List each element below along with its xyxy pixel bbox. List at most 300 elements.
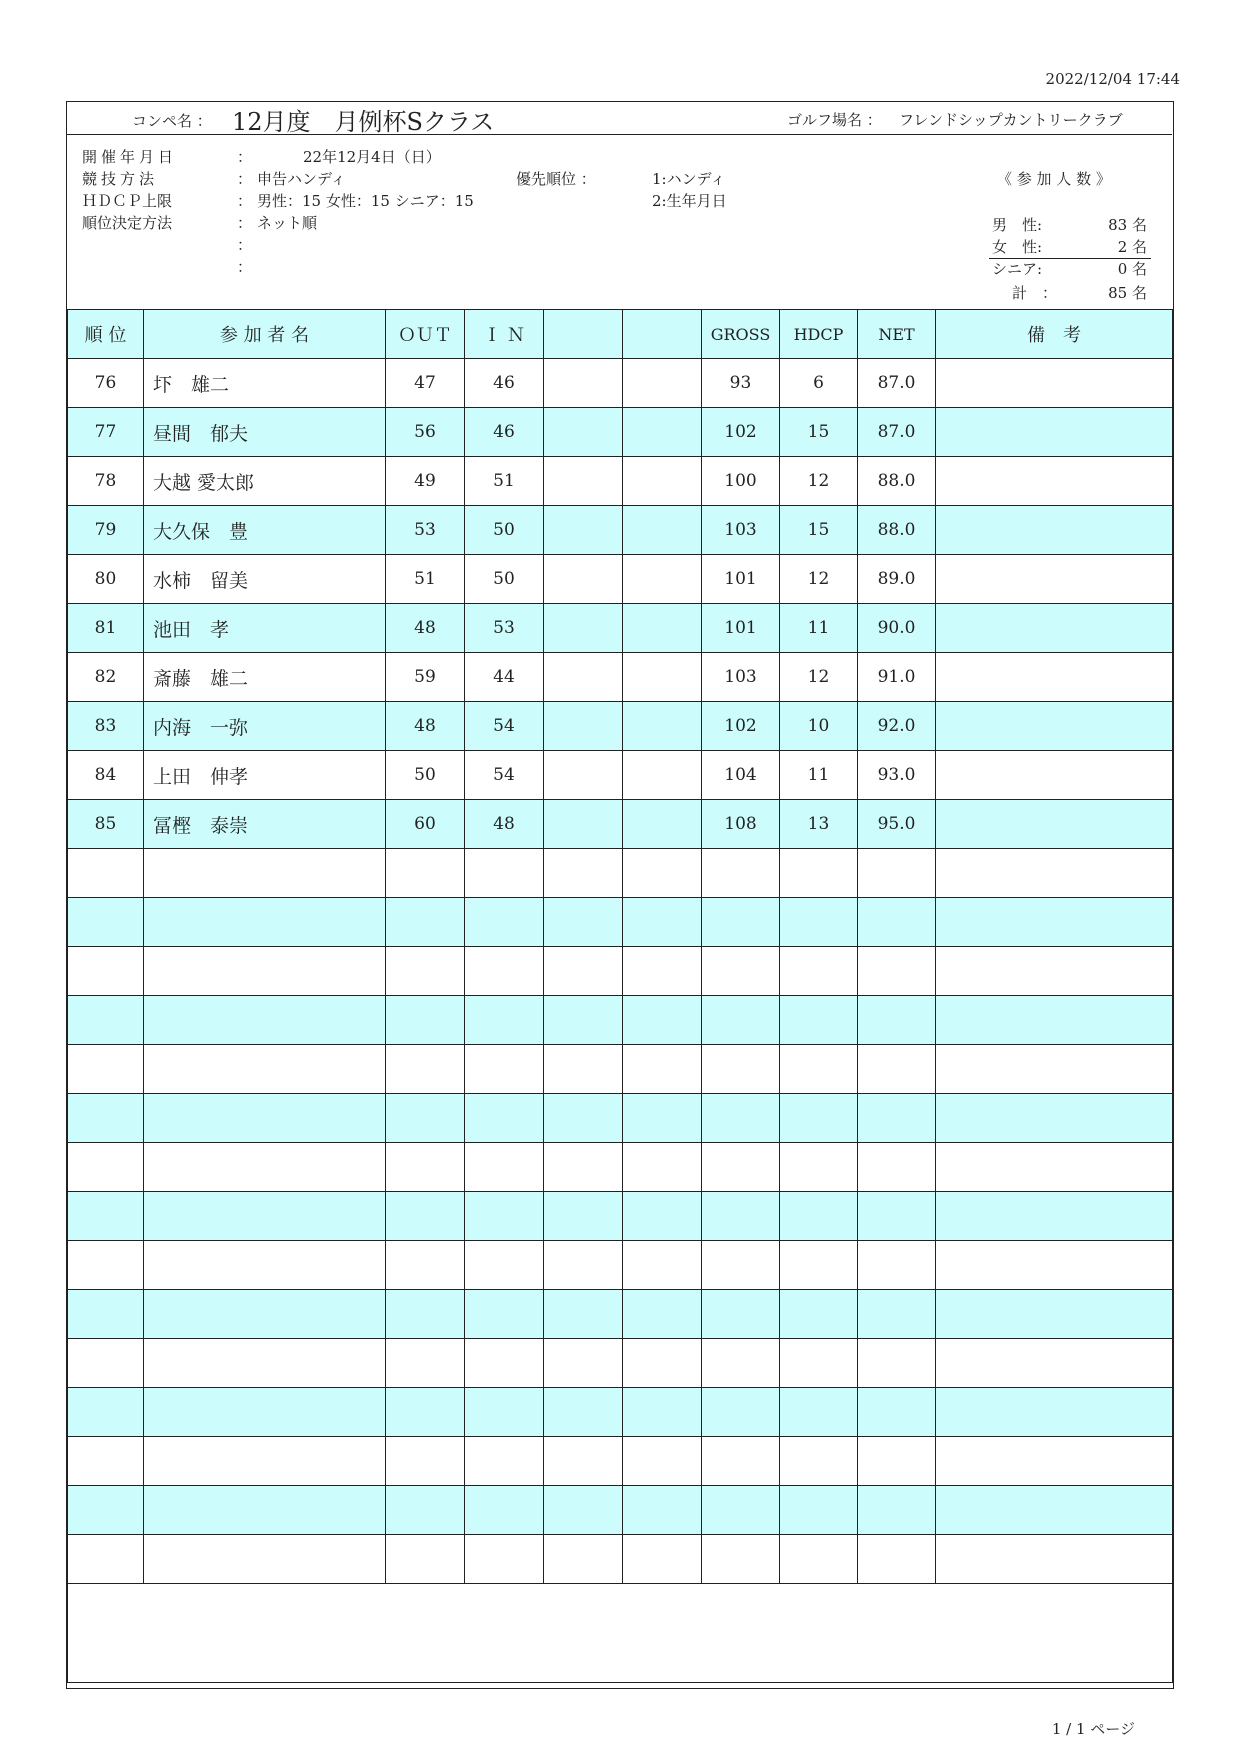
colon: ： bbox=[237, 148, 253, 166]
cell-gross: 102 bbox=[702, 408, 780, 457]
cell-name bbox=[144, 1290, 386, 1339]
cell-empty bbox=[623, 800, 702, 849]
cell-empty bbox=[936, 1094, 1173, 1143]
cell-rank bbox=[68, 1192, 144, 1241]
colon: ： bbox=[237, 192, 253, 210]
title-bar bbox=[67, 102, 1172, 135]
table-row bbox=[68, 1486, 1173, 1535]
cell-out: 50 bbox=[386, 751, 465, 800]
cell-gross bbox=[702, 898, 780, 947]
priority-label: 優先順位 ： bbox=[516, 170, 596, 188]
table-row bbox=[68, 1143, 1173, 1192]
cell-net bbox=[858, 1143, 936, 1192]
cell-in: 54 bbox=[465, 751, 544, 800]
cell-empty bbox=[936, 1486, 1173, 1535]
table-row bbox=[68, 604, 1173, 653]
cell-rank bbox=[68, 947, 144, 996]
table-row bbox=[68, 359, 1173, 408]
cell-gross bbox=[702, 1339, 780, 1388]
cell-empty bbox=[623, 1045, 702, 1094]
total-count: 85 名 bbox=[1108, 284, 1147, 302]
header-gross: GROSS bbox=[702, 310, 780, 359]
cell-empty bbox=[544, 702, 623, 751]
cell-in bbox=[465, 849, 544, 898]
cell-out bbox=[386, 1045, 465, 1094]
cell-gross: 108 bbox=[702, 800, 780, 849]
page-number: 1 / 1 ページ bbox=[1051, 1720, 1135, 1738]
cell-hdcp: 12 bbox=[780, 653, 858, 702]
cell-gross: 102 bbox=[702, 702, 780, 751]
cell-empty bbox=[936, 506, 1173, 555]
cell-empty bbox=[544, 604, 623, 653]
colon: ： bbox=[237, 170, 253, 188]
footer-cell bbox=[68, 1584, 1173, 1683]
cell-hdcp bbox=[780, 1094, 858, 1143]
cell-empty bbox=[936, 555, 1173, 604]
cell-empty bbox=[936, 1290, 1173, 1339]
cell-in bbox=[465, 1437, 544, 1486]
cell-in: 46 bbox=[465, 408, 544, 457]
header-in: Ｉ Ｎ bbox=[465, 310, 544, 359]
rank-method-label: 順位決定方法 bbox=[82, 214, 173, 232]
cell-empty bbox=[936, 1143, 1173, 1192]
cell-gross: 100 bbox=[702, 457, 780, 506]
cell-gross bbox=[702, 1192, 780, 1241]
cell-hdcp: 10 bbox=[780, 702, 858, 751]
cell-empty bbox=[623, 653, 702, 702]
table-row bbox=[68, 1241, 1173, 1290]
cell-empty bbox=[544, 849, 623, 898]
cell-net bbox=[858, 1388, 936, 1437]
cell-net: 95.0 bbox=[858, 800, 936, 849]
table-row bbox=[68, 702, 1173, 751]
cell-empty bbox=[544, 1339, 623, 1388]
cell-out: 47 bbox=[386, 359, 465, 408]
cell-out bbox=[386, 947, 465, 996]
table-header-row bbox=[68, 310, 1173, 359]
golf-course-label: ゴルフ場名 ： bbox=[787, 111, 882, 129]
cell-empty bbox=[544, 1437, 623, 1486]
cell-gross: 101 bbox=[702, 604, 780, 653]
cell-gross bbox=[702, 1535, 780, 1584]
cell-empty bbox=[623, 1535, 702, 1584]
cell-gross: 101 bbox=[702, 555, 780, 604]
table-row bbox=[68, 849, 1173, 898]
priority-1: 1:ハンディ bbox=[652, 170, 726, 188]
colon: ： bbox=[237, 236, 253, 254]
cell-out bbox=[386, 1241, 465, 1290]
header-rank: 順 位 bbox=[68, 310, 144, 359]
table-row bbox=[68, 1339, 1173, 1388]
competition-name: 12月度 月例杯Sクラス bbox=[232, 108, 495, 136]
golf-course-name: フレンドシップカントリークラブ bbox=[899, 111, 1123, 129]
cell-hdcp bbox=[780, 1192, 858, 1241]
cell-hdcp bbox=[780, 1437, 858, 1486]
cell-empty bbox=[936, 1535, 1173, 1584]
table-row bbox=[68, 555, 1173, 604]
cell-in: 48 bbox=[465, 800, 544, 849]
colon: ： bbox=[237, 258, 253, 276]
cell-empty bbox=[936, 1339, 1173, 1388]
cell-rank bbox=[68, 996, 144, 1045]
cell-in bbox=[465, 1045, 544, 1094]
participants-title: 《 参 加 人 数 》 bbox=[997, 170, 1111, 188]
senior-count: 0 名 bbox=[1117, 260, 1147, 278]
cell-empty bbox=[623, 457, 702, 506]
cell-empty bbox=[623, 604, 702, 653]
competition-label: コンペ名 ： bbox=[132, 112, 212, 130]
cell-empty bbox=[936, 1437, 1173, 1486]
cell-out bbox=[386, 849, 465, 898]
cell-name bbox=[144, 898, 386, 947]
date-label: 開催年月日 bbox=[82, 148, 178, 166]
cell-hdcp: 13 bbox=[780, 800, 858, 849]
cell-empty bbox=[936, 653, 1173, 702]
cell-gross bbox=[702, 996, 780, 1045]
cell-name: 圷 雄二 bbox=[144, 359, 386, 408]
cell-name bbox=[144, 1094, 386, 1143]
cell-empty bbox=[544, 653, 623, 702]
cell-net bbox=[858, 996, 936, 1045]
cell-out bbox=[386, 1535, 465, 1584]
cell-name bbox=[144, 1486, 386, 1535]
cell-gross bbox=[702, 1437, 780, 1486]
cell-out: 59 bbox=[386, 653, 465, 702]
table-row bbox=[68, 1094, 1173, 1143]
table-row bbox=[68, 408, 1173, 457]
female-label: 女 性: bbox=[992, 238, 1043, 256]
cell-in bbox=[465, 1094, 544, 1143]
cell-in bbox=[465, 1535, 544, 1584]
header-name: 参 加 者 名 bbox=[144, 310, 386, 359]
cell-name: 昼間 郁夫 bbox=[144, 408, 386, 457]
cell-rank bbox=[68, 1388, 144, 1437]
cell-gross bbox=[702, 1388, 780, 1437]
cell-empty bbox=[544, 1143, 623, 1192]
cell-out: 53 bbox=[386, 506, 465, 555]
cell-empty bbox=[936, 849, 1173, 898]
cell-in: 50 bbox=[465, 506, 544, 555]
cell-hdcp bbox=[780, 947, 858, 996]
cell-empty bbox=[544, 898, 623, 947]
cell-name: 大越 愛太郎 bbox=[144, 457, 386, 506]
cell-name: 大久保 豊 bbox=[144, 506, 386, 555]
cell-hdcp bbox=[780, 1143, 858, 1192]
cell-empty bbox=[936, 751, 1173, 800]
cell-in: 46 bbox=[465, 359, 544, 408]
cell-rank: 82 bbox=[68, 653, 144, 702]
cell-net bbox=[858, 849, 936, 898]
cell-net: 89.0 bbox=[858, 555, 936, 604]
cell-rank bbox=[68, 1486, 144, 1535]
priority-2: 2:生年月日 bbox=[652, 192, 727, 210]
cell-name bbox=[144, 1241, 386, 1290]
cell-net: 88.0 bbox=[858, 506, 936, 555]
male-count: 83 名 bbox=[1108, 216, 1147, 234]
hdcp-limit-label: ＨＤＣＰ上限 bbox=[82, 192, 173, 210]
cell-name: 上田 伸孝 bbox=[144, 751, 386, 800]
cell-empty bbox=[544, 1094, 623, 1143]
cell-empty bbox=[936, 1192, 1173, 1241]
cell-empty bbox=[544, 359, 623, 408]
cell-net: 90.0 bbox=[858, 604, 936, 653]
cell-empty bbox=[544, 800, 623, 849]
cell-hdcp: 12 bbox=[780, 457, 858, 506]
cell-empty bbox=[936, 800, 1173, 849]
cell-in bbox=[465, 1192, 544, 1241]
cell-net bbox=[858, 1339, 936, 1388]
cell-rank bbox=[68, 1290, 144, 1339]
colon: ： bbox=[237, 214, 253, 232]
cell-empty bbox=[936, 1045, 1173, 1094]
table-row bbox=[68, 1535, 1173, 1584]
cell-in: 50 bbox=[465, 555, 544, 604]
cell-gross: 103 bbox=[702, 653, 780, 702]
table-row bbox=[68, 1192, 1173, 1241]
cell-net bbox=[858, 898, 936, 947]
cell-out bbox=[386, 1339, 465, 1388]
cell-net: 93.0 bbox=[858, 751, 936, 800]
cell-empty bbox=[623, 506, 702, 555]
female-count: 2 名 bbox=[1117, 238, 1147, 256]
cell-empty bbox=[623, 1486, 702, 1535]
cell-empty bbox=[936, 702, 1173, 751]
cell-net: 87.0 bbox=[858, 408, 936, 457]
cell-net: 91.0 bbox=[858, 653, 936, 702]
cell-in bbox=[465, 947, 544, 996]
cell-in bbox=[465, 1339, 544, 1388]
cell-empty bbox=[623, 359, 702, 408]
table-row bbox=[68, 1290, 1173, 1339]
cell-hdcp: 15 bbox=[780, 506, 858, 555]
header-notes: 備 考 bbox=[936, 310, 1173, 359]
method-label: 競技方法 bbox=[82, 170, 159, 188]
male-label: 男 性: bbox=[992, 216, 1043, 234]
table-row bbox=[68, 898, 1173, 947]
cell-out bbox=[386, 1192, 465, 1241]
cell-empty bbox=[544, 457, 623, 506]
results-sheet bbox=[66, 101, 1174, 1689]
cell-out bbox=[386, 1290, 465, 1339]
cell-rank bbox=[68, 1045, 144, 1094]
senior-label: シニア: bbox=[992, 260, 1043, 278]
header-net: NET bbox=[858, 310, 936, 359]
cell-hdcp bbox=[780, 898, 858, 947]
cell-name: 冨樫 泰崇 bbox=[144, 800, 386, 849]
cell-in bbox=[465, 1388, 544, 1437]
cell-gross bbox=[702, 947, 780, 996]
cell-empty bbox=[936, 898, 1173, 947]
cell-name bbox=[144, 1192, 386, 1241]
cell-rank: 80 bbox=[68, 555, 144, 604]
cell-hdcp bbox=[780, 1535, 858, 1584]
date-value: 22年12月4日（日） bbox=[303, 148, 441, 166]
cell-out: 51 bbox=[386, 555, 465, 604]
cell-name bbox=[144, 1045, 386, 1094]
cell-empty bbox=[544, 1388, 623, 1437]
print-timestamp: 2022/12/04 17:44 bbox=[1045, 70, 1180, 88]
cell-net bbox=[858, 1437, 936, 1486]
cell-empty bbox=[544, 1535, 623, 1584]
cell-empty bbox=[623, 1339, 702, 1388]
method-value: 申告ハンディ bbox=[257, 170, 346, 188]
cell-in: 44 bbox=[465, 653, 544, 702]
cell-hdcp bbox=[780, 996, 858, 1045]
cell-rank bbox=[68, 898, 144, 947]
cell-empty bbox=[623, 702, 702, 751]
cell-hdcp: 12 bbox=[780, 555, 858, 604]
cell-gross bbox=[702, 1241, 780, 1290]
cell-gross bbox=[702, 1045, 780, 1094]
cell-net bbox=[858, 1045, 936, 1094]
cell-empty bbox=[623, 996, 702, 1045]
cell-empty bbox=[623, 1437, 702, 1486]
cell-hdcp: 6 bbox=[780, 359, 858, 408]
cell-out: 60 bbox=[386, 800, 465, 849]
rank-method-value: ネット順 bbox=[257, 214, 318, 232]
cell-net bbox=[858, 1486, 936, 1535]
cell-rank: 85 bbox=[68, 800, 144, 849]
cell-gross bbox=[702, 1486, 780, 1535]
cell-empty bbox=[544, 947, 623, 996]
cell-net: 92.0 bbox=[858, 702, 936, 751]
cell-empty bbox=[544, 1241, 623, 1290]
cell-out bbox=[386, 1437, 465, 1486]
cell-net bbox=[858, 1094, 936, 1143]
cell-rank: 83 bbox=[68, 702, 144, 751]
cell-empty bbox=[623, 1192, 702, 1241]
cell-out: 48 bbox=[386, 604, 465, 653]
cell-empty bbox=[936, 1241, 1173, 1290]
cell-name bbox=[144, 1339, 386, 1388]
cell-hdcp bbox=[780, 849, 858, 898]
cell-out bbox=[386, 898, 465, 947]
cell-hdcp bbox=[780, 1045, 858, 1094]
cell-empty bbox=[544, 506, 623, 555]
cell-in bbox=[465, 898, 544, 947]
cell-rank: 78 bbox=[68, 457, 144, 506]
cell-out: 48 bbox=[386, 702, 465, 751]
cell-in: 51 bbox=[465, 457, 544, 506]
cell-hdcp: 11 bbox=[780, 751, 858, 800]
cell-net bbox=[858, 1290, 936, 1339]
cell-empty bbox=[623, 849, 702, 898]
cell-hdcp bbox=[780, 1388, 858, 1437]
cell-rank bbox=[68, 1094, 144, 1143]
cell-empty bbox=[936, 457, 1173, 506]
cell-empty bbox=[936, 1388, 1173, 1437]
cell-name bbox=[144, 996, 386, 1045]
cell-name bbox=[144, 1535, 386, 1584]
cell-gross bbox=[702, 1290, 780, 1339]
cell-hdcp bbox=[780, 1486, 858, 1535]
header-out: ＯＵＴ bbox=[386, 310, 465, 359]
cell-name: 内海 一弥 bbox=[144, 702, 386, 751]
table-row bbox=[68, 996, 1173, 1045]
table-row bbox=[68, 1437, 1173, 1486]
cell-empty bbox=[544, 555, 623, 604]
cell-rank bbox=[68, 1143, 144, 1192]
cell-gross: 103 bbox=[702, 506, 780, 555]
cell-empty bbox=[936, 996, 1173, 1045]
table-row bbox=[68, 947, 1173, 996]
cell-name bbox=[144, 947, 386, 996]
cell-empty bbox=[623, 1388, 702, 1437]
cell-rank: 77 bbox=[68, 408, 144, 457]
cell-rank: 76 bbox=[68, 359, 144, 408]
cell-net bbox=[858, 1192, 936, 1241]
cell-empty bbox=[544, 1192, 623, 1241]
cell-out bbox=[386, 1388, 465, 1437]
cell-net bbox=[858, 947, 936, 996]
cell-out bbox=[386, 1094, 465, 1143]
cell-in bbox=[465, 1241, 544, 1290]
cell-rank: 79 bbox=[68, 506, 144, 555]
cell-name bbox=[144, 1388, 386, 1437]
table-row bbox=[68, 800, 1173, 849]
cell-name bbox=[144, 849, 386, 898]
cell-empty bbox=[623, 1143, 702, 1192]
cell-rank bbox=[68, 1241, 144, 1290]
cell-empty bbox=[623, 408, 702, 457]
cell-rank bbox=[68, 1535, 144, 1584]
cell-rank bbox=[68, 1339, 144, 1388]
cell-in: 54 bbox=[465, 702, 544, 751]
cell-gross bbox=[702, 1143, 780, 1192]
cell-hdcp: 15 bbox=[780, 408, 858, 457]
cell-out: 49 bbox=[386, 457, 465, 506]
header-blank1 bbox=[544, 310, 623, 359]
cell-gross: 104 bbox=[702, 751, 780, 800]
table-footer-row bbox=[68, 1584, 1173, 1683]
cell-hdcp bbox=[780, 1241, 858, 1290]
header-blank2 bbox=[623, 310, 702, 359]
cell-empty bbox=[544, 1290, 623, 1339]
cell-empty bbox=[936, 359, 1173, 408]
cell-name bbox=[144, 1437, 386, 1486]
cell-in bbox=[465, 1143, 544, 1192]
cell-empty bbox=[623, 898, 702, 947]
cell-out bbox=[386, 1486, 465, 1535]
cell-out bbox=[386, 996, 465, 1045]
cell-hdcp: 11 bbox=[780, 604, 858, 653]
cell-out: 56 bbox=[386, 408, 465, 457]
cell-net bbox=[858, 1241, 936, 1290]
cell-name bbox=[144, 1143, 386, 1192]
results-table bbox=[67, 309, 1173, 1683]
cell-net: 87.0 bbox=[858, 359, 936, 408]
cell-empty bbox=[623, 751, 702, 800]
cell-net: 88.0 bbox=[858, 457, 936, 506]
cell-net bbox=[858, 1535, 936, 1584]
cell-in bbox=[465, 1290, 544, 1339]
cell-empty bbox=[623, 1290, 702, 1339]
table-row bbox=[68, 457, 1173, 506]
cell-rank bbox=[68, 1437, 144, 1486]
cell-gross bbox=[702, 1094, 780, 1143]
cell-empty bbox=[544, 996, 623, 1045]
cell-empty bbox=[544, 1486, 623, 1535]
cell-name: 池田 孝 bbox=[144, 604, 386, 653]
cell-empty bbox=[544, 1045, 623, 1094]
table-row bbox=[68, 653, 1173, 702]
cell-empty bbox=[936, 947, 1173, 996]
cell-gross bbox=[702, 849, 780, 898]
cell-rank: 84 bbox=[68, 751, 144, 800]
total-label: 計 ： bbox=[1012, 284, 1058, 302]
cell-hdcp bbox=[780, 1290, 858, 1339]
cell-empty bbox=[623, 947, 702, 996]
